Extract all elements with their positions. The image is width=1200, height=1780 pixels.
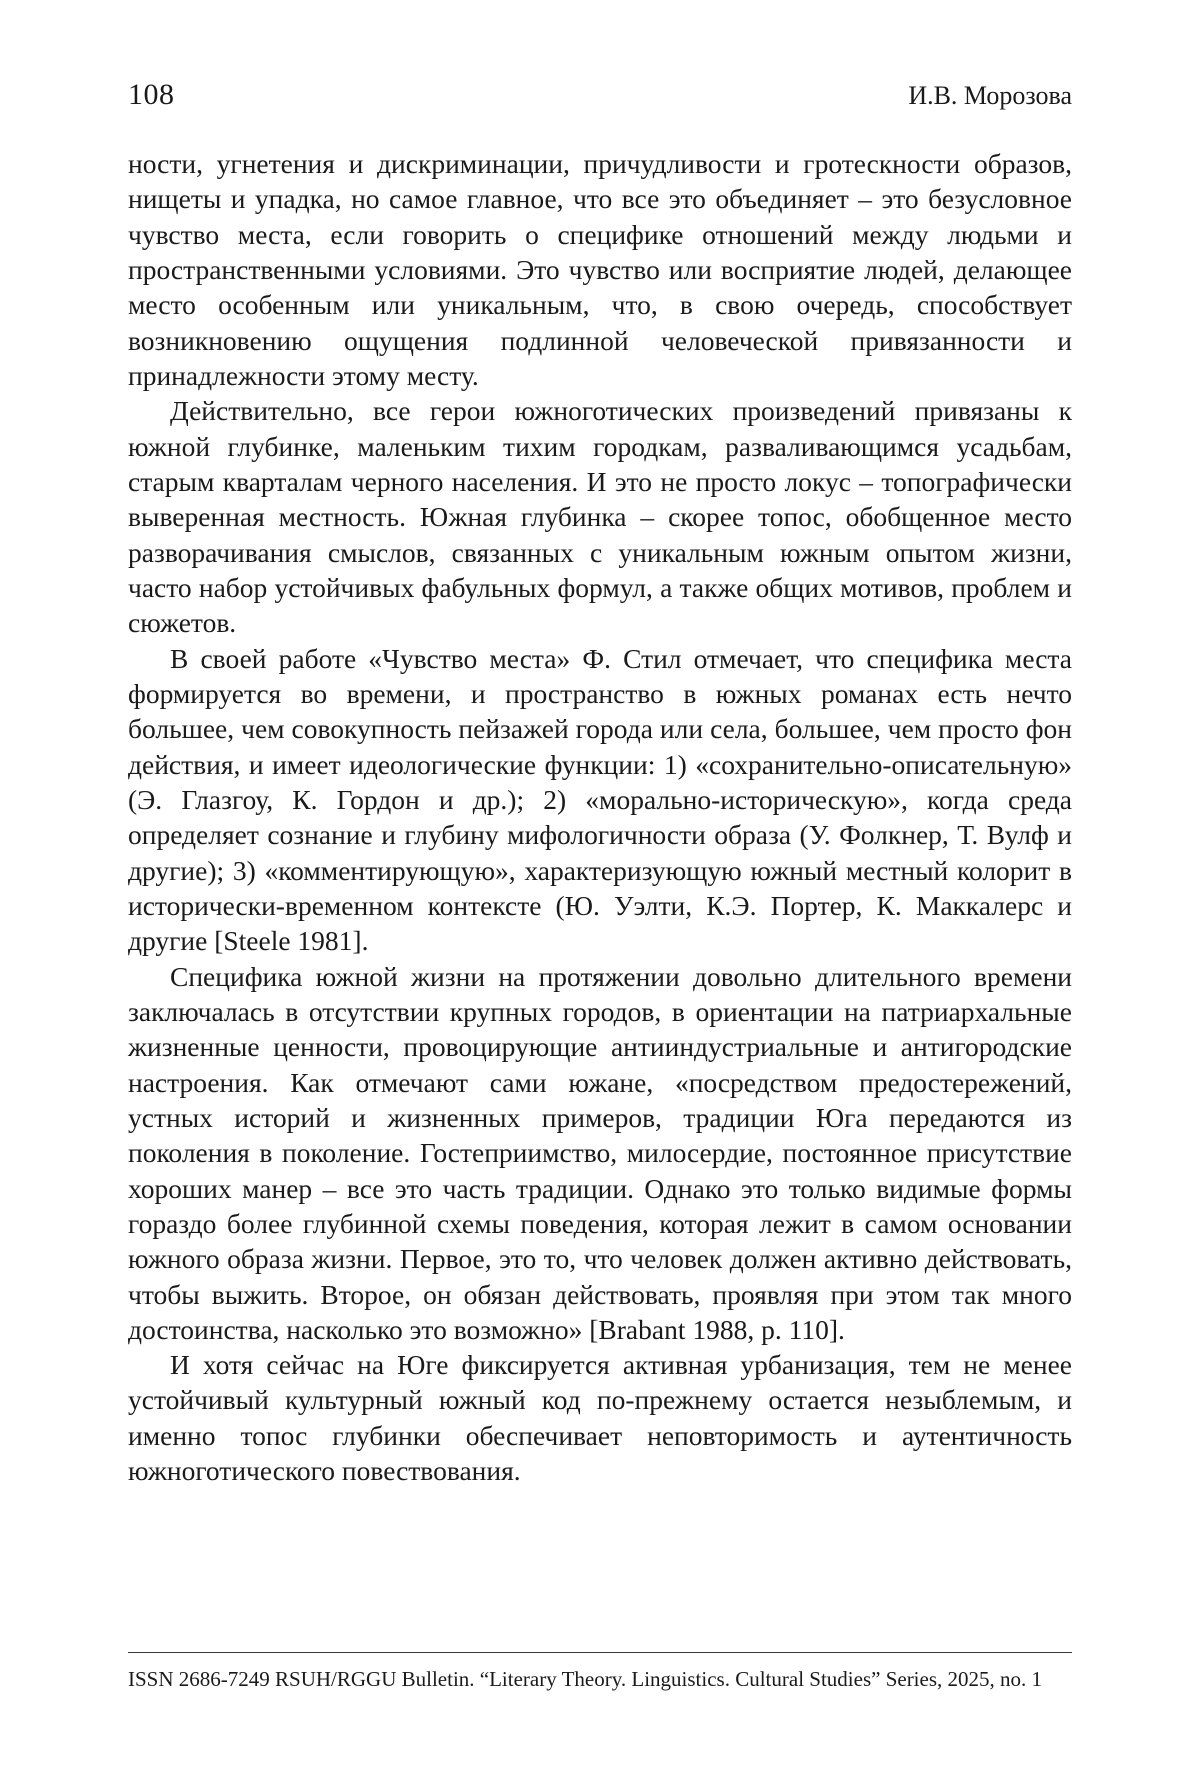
paragraph-continuation: ности, угнетения и дискриминации, причудливости и гротескности образов, нищеты и упадка, но самое главное, что все это объединяет – это безусловное чувство места, если говорить о специфике отношений между людьми и пространственными условиями. Это чувство или восприятие людей, делающее место особенным или уникальным, что, в свою очередь, способствует возникновению ощущения подлинной человеческой привязанности и принадлежности этому месту. — [128, 148, 1072, 391]
paragraph: Действительно, все герои южноготических произведений привязаны к южной глубинке, маленьким тихим городкам, разваливающимся усадьбам, старым кварталам черного населения. И это не просто локус – топографически выверенная местность. Южная глубинка – скорее топос, обобщенное место разворачивания смыслов, связанных с уникальным южным опытом жизни, часто набор устойчивых фабульных формул, а также общих мотивов, проблем и сюжетов. — [128, 395, 1072, 639]
page-number: 108 — [128, 78, 175, 111]
page-footer — [128, 1652, 1072, 1692]
paragraph: Специфика южной жизни на протяжении довольно длительного времени заключалась в отсутствии крупных городов, в ориентации на патриархальные жизненные ценности, провоцирующие антииндустриальные и антигородские настроения. Как отмечают сами южане, «посредством предостережений, устных историй и жизненных примеров, традиции Юга передаются из поколения в поколение. Гостеприимство, милосердие, постоянное присутствие хороших манер – все это часть традиции. Однако это только видимые формы гораздо более глубинной схемы поведения, которая лежит в самом основании южного образа жизни. Первое, это то, что человек должен активно действовать, чтобы выжить. Второе, он обязан действовать, проявляя при этом так много достоинства, насколько это возможно» [Brabant 1988, p. 110]. — [128, 960, 1072, 1345]
running-head — [128, 78, 1072, 112]
paragraph: И хотя сейчас на Юге фиксируется активная урбанизация, тем не менее устойчивый культурный южный код по-прежнему остается незыблемым, и именно топос глубинки обеспечивает неповторимость и аутентичность южноготического повествования. — [128, 1349, 1072, 1487]
page-content — [128, 78, 1072, 1488]
paragraph: В своей работе «Чувство места» Ф. Стил отмечает, что специфика места формируется во времени, и пространство в южных романах есть нечто большее, чем совокупность пейзажей города или села, большее, чем просто фон действия, и имеет идеологические функции: 1) «сохранительно-описательную» (Э. Глазгоу, К. Гордон и др.); 2) «морально-историческую», когда среда определяет сознание и глубину мифологичности образа (У. Фолкнер, Т. Вулф и другие); 3) «комментирующую», характеризующую южный местный колорит в исторически-временном контексте (Ю. Уэлти, К.Э. Портер, К. Маккалерс и другие [Steele 1981]. — [128, 642, 1072, 957]
footer-text: ISSN 2686-7249 RSUH/RGGU Bulletin. “Literary Theory. Linguistics. Cultural Studies” Series, 2025, no. 1 — [128, 1667, 1043, 1691]
running-author: И.В. Морозова — [908, 81, 1072, 110]
article-body — [128, 146, 1072, 1488]
